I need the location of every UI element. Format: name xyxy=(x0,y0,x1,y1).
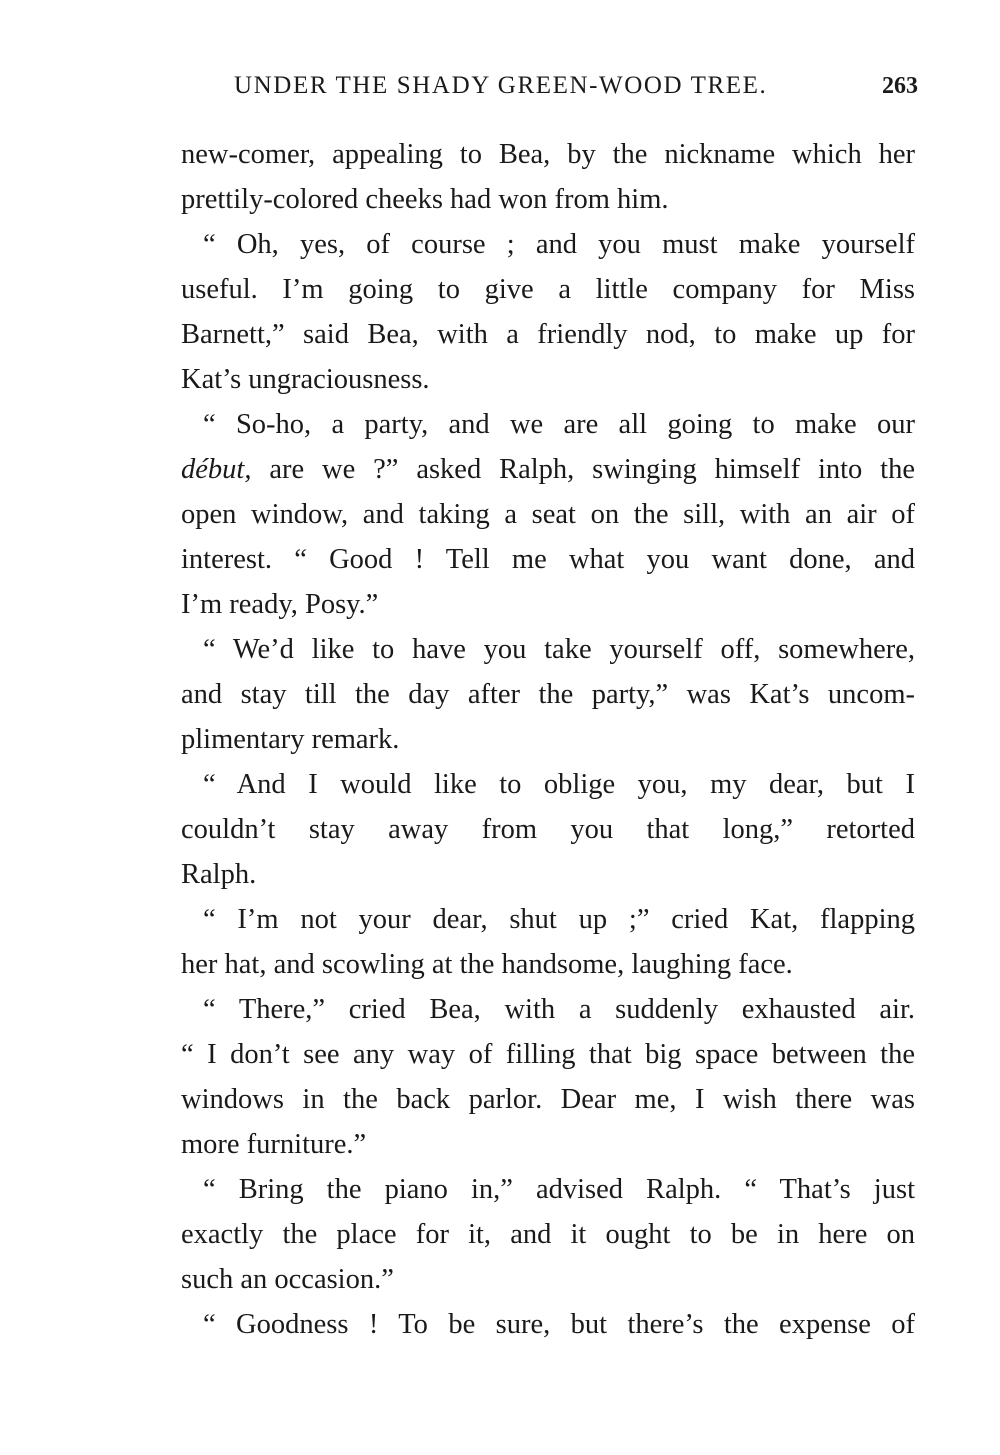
page-number: 263 xyxy=(882,73,918,99)
text-line: and stay till the day after the party,” was Kat’s uncom- xyxy=(181,679,915,710)
text-line: windows in the back parlor. Dear me, I wish there was xyxy=(181,1084,915,1115)
text-line: exactly the place for it, and it ought to be in here on xyxy=(181,1219,915,1250)
body-text xyxy=(181,132,915,1347)
text-line: prettily-colored cheeks had won from him. xyxy=(181,184,669,215)
text-line: more furniture.” xyxy=(181,1129,367,1160)
text-line: Barnett,” said Bea, with a friendly nod, to make up for xyxy=(181,319,915,350)
text-line: plimentary remark. xyxy=(181,724,400,755)
text-line: open window, and taking a seat on the sill, with an air of xyxy=(181,499,915,530)
text-line-segment: are we ?” asked Ralph, swinging himself into the xyxy=(251,454,915,485)
text-line: her hat, and scowling at the handsome, laughing face. xyxy=(181,949,793,980)
text-line: Ralph. xyxy=(181,859,257,890)
text-line: I’m ready, Posy.” xyxy=(181,589,379,620)
text-line: new-comer, appealing to Bea, by the nickname which her xyxy=(181,139,915,170)
text-line: couldn’t stay away from you that long,” retorted xyxy=(181,814,915,845)
text-line: “ Oh, yes, of course ; and you must make yourself xyxy=(203,229,915,260)
running-head xyxy=(234,66,918,106)
text-line: “ So-ho, a party, and we are all going to make our xyxy=(203,409,915,440)
text-line: “ I’m not your dear, shut up ;” cried Kat, flapping xyxy=(203,904,915,935)
text-line xyxy=(181,447,915,492)
text-line: “ Goodness ! To be sure, but there’s the expense of xyxy=(203,1309,915,1340)
text-line: “ There,” cried Bea, with a suddenly exhausted air. xyxy=(203,994,915,1025)
text-line: Kat’s ungraciousness. xyxy=(181,364,430,395)
text-line: “ And I would like to oblige you, my dear, but I xyxy=(203,769,915,800)
text-line: useful. I’m going to give a little company for Miss xyxy=(181,274,915,305)
text-line: “ Bring the piano in,” advised Ralph. “ That’s just xyxy=(203,1174,915,1205)
italic-word: début, xyxy=(181,454,252,485)
running-head-title: UNDER THE SHADY GREEN-WOOD TREE. xyxy=(234,72,768,99)
text-line: “ I don’t see any way of filling that big space between the xyxy=(181,1039,915,1070)
text-line: such an occasion.” xyxy=(181,1264,394,1295)
text-line: “ We’d like to have you take yourself off, somewhere, xyxy=(203,634,915,665)
text-line: interest. “ Good ! Tell me what you want done, and xyxy=(181,544,915,575)
